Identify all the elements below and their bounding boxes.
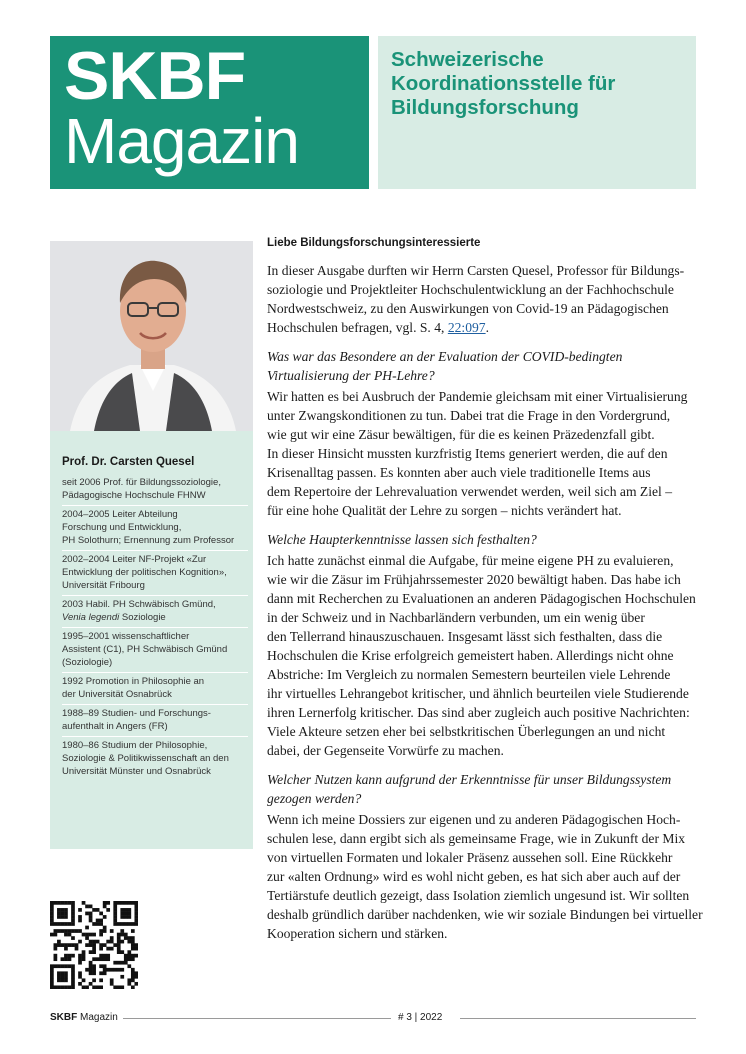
footer-divider [460,1018,696,1019]
issue-number: # 3 | 2022 [398,1012,443,1023]
page-footer [50,1011,696,1027]
cv-item: seit 2006 Prof. für Bildungssoziologie, Pädagogische Hochschule FHNW [62,474,248,506]
cv-item: 1992 Promotion in Philosophie an der Universität Osnabrück [62,673,248,705]
cv-item: 2004–2005 Leiter Abteilung Forschung und Entwicklung, PH Solothurn; Ernennung zum Professor [62,506,248,551]
cv-item: 1980–86 Studium der Philosophie, Soziologie & Politikwissenschaft an den Universität Münster und Osnabrück [62,740,229,777]
footer-brand [50,1011,118,1025]
brand-title: SKBF [64,38,246,114]
cv-item-habil [62,596,248,628]
qr-code-icon[interactable] [50,901,138,989]
cv-habil-line: 2003 Habil. PH Schwäbisch Gmünd, [62,599,216,610]
article-intro [267,261,703,337]
masthead-logo-block [50,36,369,189]
cv-item: 1988–89 Studien- und Forschungs- aufenthalt in Angers (FR) [62,705,248,737]
portrait-illustration [50,241,253,431]
answer-1: Wir hatten es bei Ausbruch der Pandemie gleichsam mit einer Virtualisierung unter Zwangskonditionen zu tun. Dabei trat die Frage in den Vordergrund, wie gut wir eine Zäsur bewältigen, für die es keinen Präzedenzfall gibt. In dieser Hinsicht mussten kurzfristig Items generiert werden, die auf den Krisenalltag passen. Es konnten aber auch viele traditionelle Items aus dem Repertoire der Lehrevaluation verwendet werden, weil sich am Ziel – für eine hohe Qualität der Lehre zu sorgen – nichts verändert hat. [267,389,688,518]
question-3: Welcher Nutzen kann aufgrund der Erkenntnisse für unser Bildungssystem gezogen werden? [267,772,672,806]
cv-section [62,455,248,781]
qr-code-graphic [50,901,138,989]
intro-text: In dieser Ausgabe durften wir Herrn Carsten Quesel, Professor für Bildungs- soziologie und Projektleiter Hochschulentwicklung an der Fachhochschule Nordwestschweiz, zu den Auswirkungen von Covid-19 an Pädagogischen Hochschulen befragen, vgl. S. 4, [267,263,685,335]
person-name: Prof. Dr. Carsten Quesel [62,456,195,468]
question-2: Welche Haupterkenntnisse lassen sich festhalten? [267,532,537,547]
article-body [267,236,703,953]
question-1: Was war das Besondere an der Evaluation der COVID-bedingten Virtualisierung der PH-Lehre? [267,349,623,383]
article-reference-link[interactable]: 22:097 [447,320,486,335]
intro-end: . [485,320,489,335]
answer-2: Ich hatte zunächst einmal die Aufgabe, für meine eigene PH zu evaluieren, wie wir die Zäsur im Frühjahrssemester 2020 bewältigt haben. Das habe ich dann mit Recherchen zu Evaluationen an anderen Pädagogischen Hochschulen in der Schweiz und in Nachbarländern verbunden, um ein wenig über den Tellerrand hinauszuschauen. Insgesamt lässt sich festhalten, dass die Hochschulen die Krise erfolgreich gemeistert haben. Allerdings nicht ohne Abstriche: Im Vergleich zu normalen Semestern beurteilen viele Lehrende ihr virtuelles Lehrangebot kritischer, und ähnlich beurteilen viele Studierende ihren Lernerfolg kritischer. Das sind aber zugleich auch positive Nachrichten: Viele Akteure setzen eher bei selbstkritischen Überlegungen an und nicht dabei, der Gegenseite Vorwürfe zu machen. [267,553,696,758]
brand-subtitle: Magazin [64,105,299,177]
cv-habil-rest: Soziologie [119,612,166,623]
masthead-org-block [378,36,696,189]
sidebar-profile [50,241,253,849]
footer-brand-rest: Magazin [77,1012,118,1023]
answer-3: Wenn ich meine Dossiers zur eigenen und zu anderen Pädagogischen Hoch- schulen lese, dann ergibt sich als gemeinsame Frage, wie in Zukunft der Mix von virtuellen Formaten und lokaler Präsenz aussehen soll. Eine Rückkehr zur «alten Ordnung» wird es wohl nicht geben, es hat sich aber auch auf der Tertiärstufe deutlich gezeigt, dass Isolation ziemlich ungesund ist. Wir sollten deshalb gründlich darüber nachdenken, wie wir soziale Bindungen bei virtueller Kooperation sichern und stärken. [267,812,703,941]
footer-brand-bold: SKBF [50,1012,78,1023]
cv-habil-italic: Venia legendi [62,612,120,623]
article-greeting: Liebe Bildungsforschungsinteressierte [267,237,481,249]
footer-divider [123,1018,391,1019]
org-name: Schweizerische Koordinationsstelle für Bildungsforschung [391,48,616,119]
cv-item: 1995–2001 wissenschaftlicher Assistent (C1), PH Schwäbisch Gmünd (Soziologie) [62,628,248,673]
portrait-photo [50,241,253,431]
cv-item: 2002–2004 Leiter NF-Projekt «Zur Entwicklung der politischen Kognition», Universität Fribourg [62,551,248,596]
